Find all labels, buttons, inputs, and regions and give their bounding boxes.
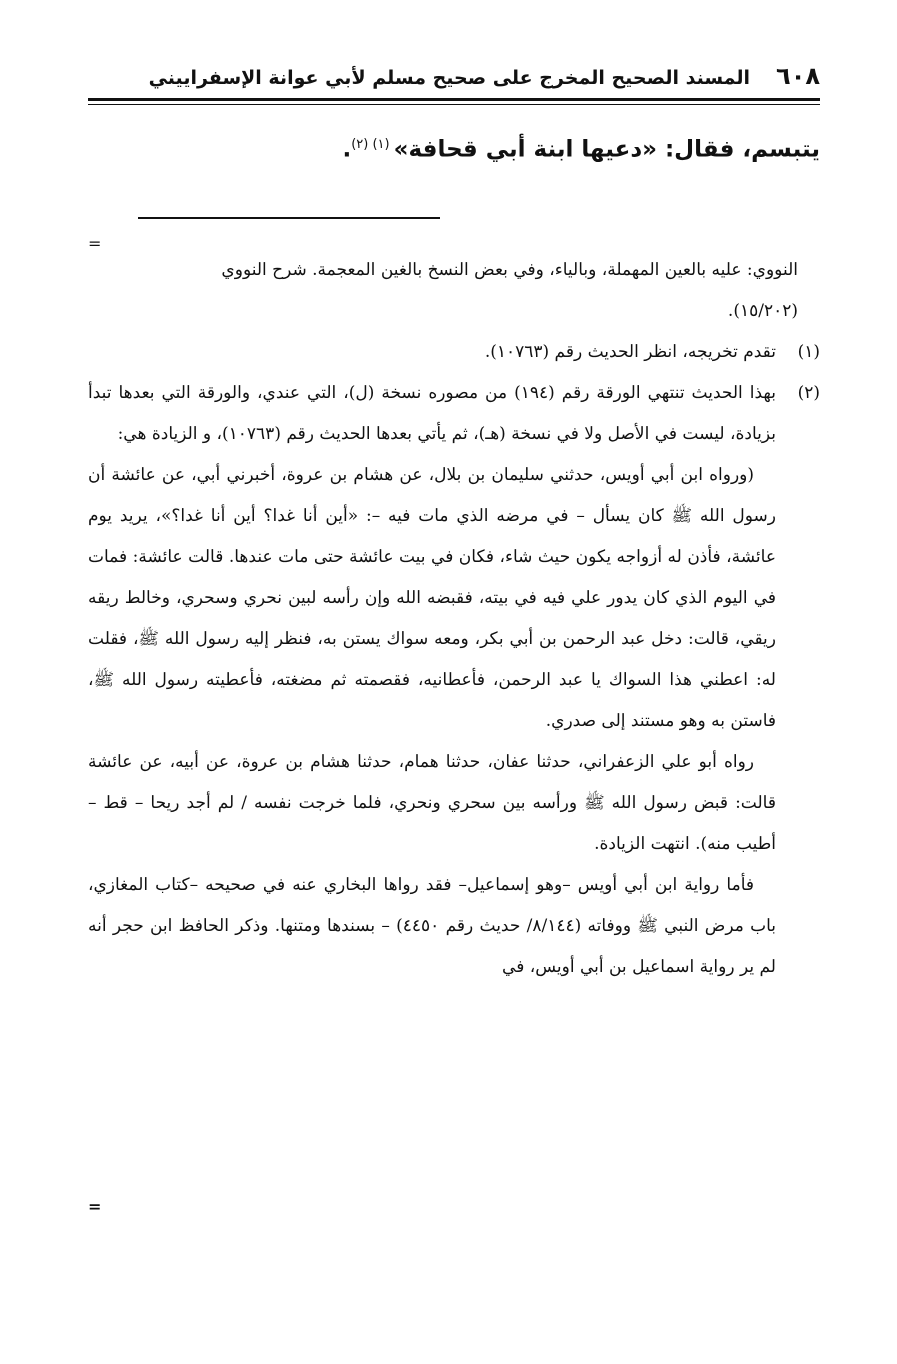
footnote-2 bbox=[88, 373, 820, 988]
footnote-continuation-line1: النووي: عليه بالعين المهملة، وبالياء، وفي بعض النسخ بالغين المعجمة. شرح النووي bbox=[221, 260, 798, 280]
running-title: المسند الصحيح المخرج على صحيح مسلم لأبي عوانة الإسفراييني bbox=[148, 67, 751, 89]
footnotes bbox=[88, 250, 820, 988]
page-header bbox=[88, 62, 820, 94]
footnote-2-paragraph-4: فأما رواية ابن أبي أويس –وهو إسماعيل– فقد رواها البخاري عنه في صحيحه –كتاب المغازي، باب مرض النبي ﷺ ووفاته (٨/١٤٤/ حديث رقم ٤٤٥٠) – بسندها ومتنها. وذكر الحافظ ابن حجر أنه لم ير رواية اسماعيل بن أبي أويس، في bbox=[88, 875, 776, 977]
header-rule-thick bbox=[88, 98, 820, 101]
footnote-2-number: (٢) bbox=[797, 383, 820, 403]
footnote-refs: (١) (٢) bbox=[351, 137, 390, 152]
header-rule-thin bbox=[88, 104, 820, 105]
footnote-1 bbox=[88, 332, 820, 373]
page bbox=[88, 62, 820, 977]
footnote-2-paragraph-3: رواه أبو علي الزعفراني، حدثنا عفان، حدثنا همام، حدثنا هشام بن عروة، عن أبيه، عن عائشة قالت: قبض رسول الله ﷺ ورأسه بين سحري ونحري، فلما خرجت نفسه / لم أجد ريحا – قط – أطيب منه). انتهت الزيادة. bbox=[88, 752, 776, 854]
footnote-1-text: تقدم تخريجه، انظر الحديث رقم (١٠٧٦٣). bbox=[484, 342, 776, 362]
page-number: ٦٠٨ bbox=[776, 62, 820, 90]
footnote-2-paragraph-1: بهذا الحديث تنتهي الورقة رقم (١٩٤) من مصوره نسخة (ل)، التي عندي، والورقة التي بعدها تبدأ بزيادة، ليست في الأصل ولا في نسخة (هـ)، ثم يأتي بعدها الحديث رقم (١٠٧٦٣)، و الزيادة هي: bbox=[88, 383, 776, 444]
main-text bbox=[88, 127, 820, 168]
main-text-period: . bbox=[342, 136, 352, 163]
continuation-mark: = bbox=[88, 234, 102, 253]
footnote-1-number: (١) bbox=[797, 342, 820, 362]
main-text-body: يتبسم، فقال: «دعيها ابنة أبي قحافة» bbox=[393, 136, 820, 163]
footnote-continues-mark: = bbox=[88, 1197, 102, 1216]
footnote-continuation-line2: (١٥/٢٠٢). bbox=[727, 301, 798, 321]
footnote-2-paragraph-2: (ورواه ابن أبي أويس، حدثني سليمان بن بلال، عن هشام بن عروة، أخبرني أبي، عن عائشة أن رسول الله ﷺ كان يسأل – في مرضه الذي مات فيه –: «أين أنا غدا؟ أين أنا غدا؟»، يريد يوم عائشة، فأذن له أزواجه يكون حيث شاء، فكان في بيت عائشة حتى مات عندها. قالت عائشة: فمات في اليوم الذي كان يدور علي فيه في بيته، فقبضه الله وإن رأسه لبين نحري وسحري، وخالط ريقه ريقي، قالت: دخل عبد الرحمن بن أبي بكر، ومعه سواك يستن به، فنظر إليه رسول الله ﷺ، فقلت له: اعطني هذا السواك يا عبد الرحمن، فأعطانيه، فقصمته ثم مضغته، فأعطيته رسول الله ﷺ، فاستن به وهو مستند إلى صدري. bbox=[88, 465, 776, 731]
footnote-separator bbox=[138, 217, 440, 219]
